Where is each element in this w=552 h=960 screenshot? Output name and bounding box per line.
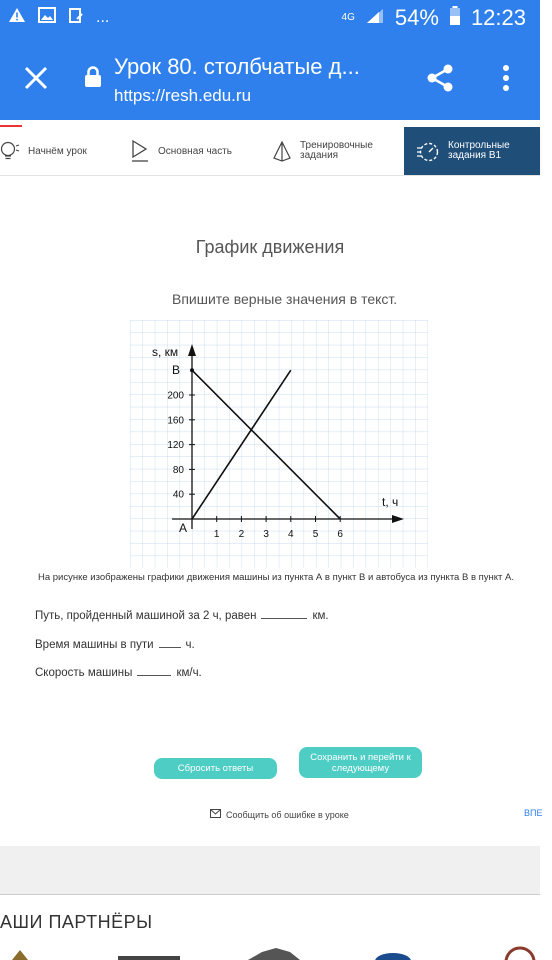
stopwatch-icon (416, 139, 440, 163)
x-tick-label: 3 (263, 529, 269, 540)
motion-graph (130, 320, 428, 568)
y-tick-label: 80 (172, 464, 184, 476)
x-tick-label: 2 (238, 529, 245, 540)
question-unit: км. (312, 610, 329, 622)
save-next-button[interactable]: Сохранить и перейти к следующему (299, 747, 422, 778)
play-icon (130, 139, 150, 163)
clipboard-icon (68, 7, 84, 28)
tab-label: Тренировочные задания (300, 140, 373, 161)
warning-icon (8, 7, 26, 28)
report-error-link[interactable] (210, 809, 349, 820)
page-url: https://resh.edu.ru (114, 86, 252, 105)
reset-answers-button[interactable]: Сбросить ответы (154, 758, 277, 779)
lesson-tabs (0, 127, 540, 176)
image-icon (38, 7, 56, 28)
tab-label: Начнём урок (28, 145, 87, 157)
tab-label: Основная часть (158, 145, 233, 157)
question-text: Время машины в пути (35, 639, 154, 651)
tab-training[interactable] (272, 127, 397, 175)
x-tick-label: 1 (213, 529, 220, 540)
answer-field-2[interactable] (159, 635, 181, 648)
y-tick-label: 40 (172, 489, 184, 501)
app-bar (0, 36, 540, 120)
lightbulb-icon (0, 140, 20, 162)
tab-main-part[interactable] (130, 127, 260, 175)
point-a-label: A (179, 521, 188, 535)
signal-icon (365, 7, 385, 30)
pyramid-icon (272, 140, 292, 162)
question-unit: км/ч. (176, 667, 202, 679)
page-separator (0, 846, 540, 895)
battery-icon (449, 6, 461, 31)
next-link[interactable]: ВПЕ (524, 808, 543, 818)
question-text: Путь, пройденный машиной за 2 ч, равен (35, 610, 257, 622)
partners-title: АШИ ПАРТНЁРЫ (0, 912, 153, 932)
x-tick-label: 5 (312, 529, 319, 540)
answer-field-1[interactable] (261, 606, 307, 619)
page-title: Урок 80. столбчатые д... (114, 54, 360, 79)
eagle-logo (248, 948, 300, 960)
question-1 (35, 606, 329, 622)
y-tick-label: 200 (167, 390, 184, 402)
partner-logos (0, 944, 540, 960)
graph-caption: На рисунке изображены графики движения машины из пункта А в пункт В и автобуса из пункта В в пункт А. (37, 572, 515, 583)
x-tick-label: 6 (337, 529, 343, 540)
more-options-icon[interactable] (498, 62, 514, 99)
x-tick-label: 4 (288, 529, 294, 540)
point-b-marker (190, 368, 194, 372)
task-heading: График движения (195, 237, 345, 257)
envelope-icon (210, 809, 221, 820)
status-bar (0, 0, 540, 36)
tab-control-tasks[interactable] (404, 127, 540, 175)
network-type: 4G (341, 12, 355, 23)
answer-field-3[interactable] (137, 663, 171, 676)
report-error-label: Сообщить об ошибке в уроке (226, 809, 349, 820)
clock: 12:23 (470, 5, 526, 30)
close-icon[interactable] (20, 62, 52, 94)
x-axis-label: t, ч (382, 495, 399, 509)
seal-logo (506, 948, 534, 960)
question-text: Скорость машины (35, 667, 133, 679)
question-2 (35, 635, 195, 651)
tab-label: Контрольные задания В1 (448, 140, 510, 161)
battery-percent: 54% (394, 5, 439, 30)
globe-logo (375, 953, 411, 960)
task-instruction: Впишите верные значения в текст. (172, 291, 398, 307)
lock-icon (84, 66, 102, 93)
share-icon[interactable] (424, 62, 456, 99)
question-3 (35, 663, 202, 679)
point-b-label: B (172, 363, 181, 378)
y-axis-label: s, км (152, 345, 179, 359)
question-unit: ч. (185, 639, 195, 651)
more-notifications: ... (96, 8, 110, 26)
emblem-logo (12, 950, 28, 960)
tab-start-lesson[interactable] (0, 127, 120, 175)
partner-logo (118, 956, 180, 960)
y-tick-label: 120 (167, 440, 184, 452)
y-tick-label: 160 (167, 415, 184, 427)
